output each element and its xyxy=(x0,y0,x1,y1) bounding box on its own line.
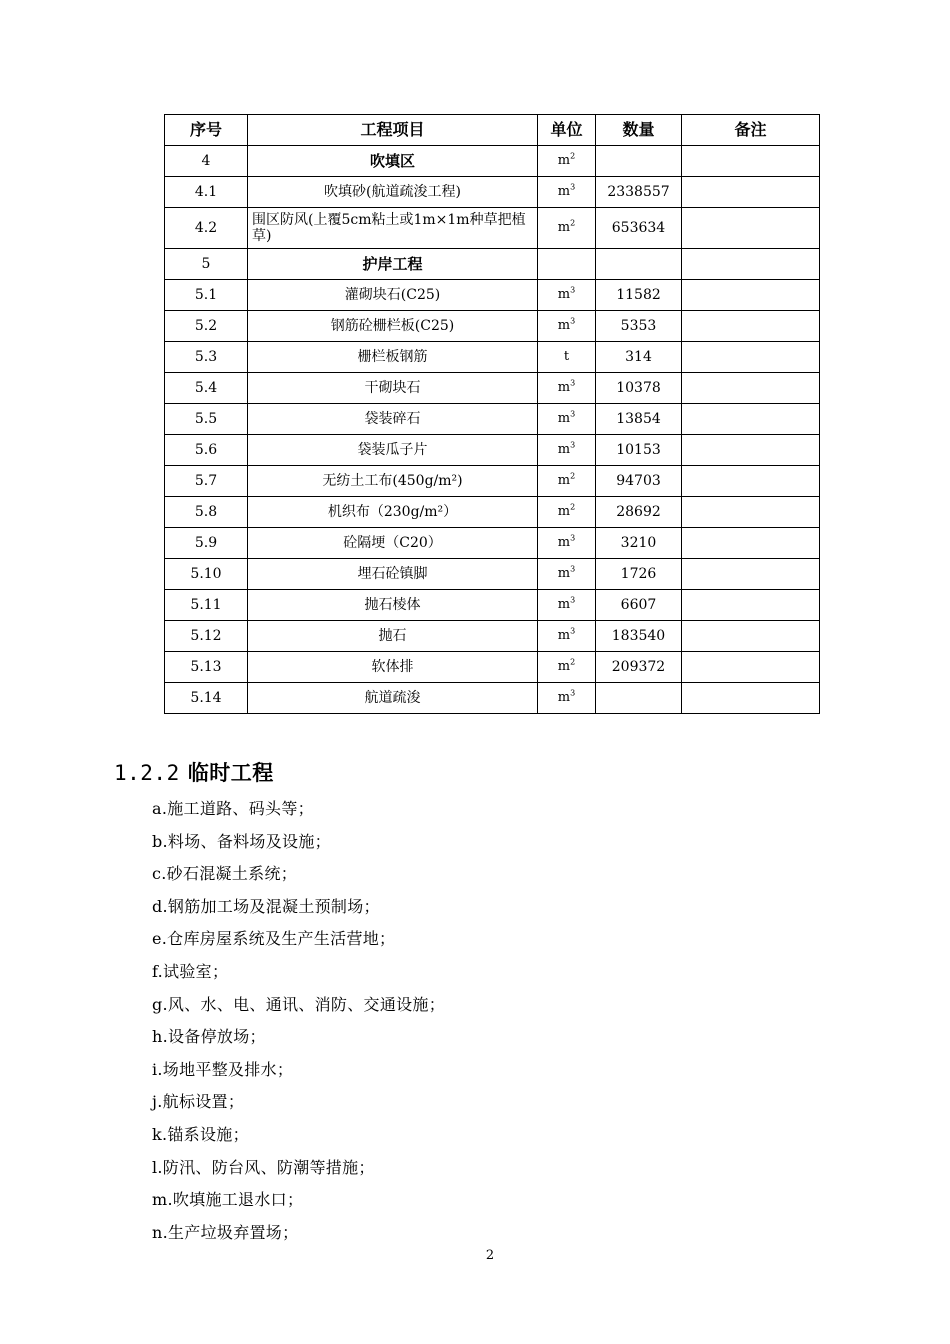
unit-exponent: 2 xyxy=(570,151,576,161)
cell-number: 5.7 xyxy=(165,466,248,497)
cell-item: 吹填砂(航道疏浚工程) xyxy=(248,177,538,208)
cell-note xyxy=(682,497,820,528)
cell-note xyxy=(682,208,820,249)
cell-number: 5.1 xyxy=(165,280,248,311)
cell-number: 5.5 xyxy=(165,404,248,435)
cell-item: 护岸工程 xyxy=(248,249,538,280)
section-heading xyxy=(114,757,274,787)
temporary-works-list xyxy=(152,793,445,1249)
unit-exponent: 3 xyxy=(570,564,576,574)
unit-exponent: 2 xyxy=(570,471,576,481)
cell-note xyxy=(682,311,820,342)
unit-exponent: 3 xyxy=(570,409,576,419)
cell-quantity: 653634 xyxy=(596,208,682,249)
cell-number: 5.4 xyxy=(165,373,248,404)
cell-number: 5.8 xyxy=(165,497,248,528)
cell-note xyxy=(682,342,820,373)
unit-base: m xyxy=(557,380,571,395)
cell-unit xyxy=(538,683,596,714)
cell-item: 抛石 xyxy=(248,621,538,652)
column-header: 序号 xyxy=(165,115,248,146)
table-header-row xyxy=(165,115,820,146)
list-item: j.航标设置； xyxy=(152,1092,245,1112)
unit-exponent: 2 xyxy=(570,502,576,512)
cell-quantity: 5353 xyxy=(596,311,682,342)
unit-base: m xyxy=(557,318,571,333)
cell-item: 抛石棱体 xyxy=(248,590,538,621)
unit-base: m xyxy=(557,153,571,168)
cell-unit xyxy=(538,590,596,621)
cell-quantity: 209372 xyxy=(596,652,682,683)
unit-base: m xyxy=(557,411,571,426)
unit-base: m xyxy=(557,628,571,643)
cell-unit xyxy=(538,528,596,559)
cell-item: 袋装瓜子片 xyxy=(248,435,538,466)
unit-base: m xyxy=(557,442,571,457)
cell-quantity: 28692 xyxy=(596,497,682,528)
cell-quantity: 3210 xyxy=(596,528,682,559)
column-header: 单位 xyxy=(538,115,596,146)
cell-item: 航道疏浚 xyxy=(248,683,538,714)
cell-unit xyxy=(538,311,596,342)
cell-unit xyxy=(538,249,596,280)
cell-quantity: 10153 xyxy=(596,435,682,466)
cell-number: 4.2 xyxy=(165,208,248,249)
table-body xyxy=(165,146,820,714)
cell-unit xyxy=(538,208,596,249)
table-row xyxy=(165,177,820,208)
section-title: 临时工程 xyxy=(187,761,274,785)
cell-note xyxy=(682,590,820,621)
list-item: e.仓库房屋系统及生产生活营地； xyxy=(152,929,396,949)
cell-note xyxy=(682,146,820,177)
cell-quantity: 94703 xyxy=(596,466,682,497)
table-row xyxy=(165,280,820,311)
list-item: b.料场、备料场及设施； xyxy=(152,831,331,851)
cell-number: 5.11 xyxy=(165,590,248,621)
quantity-table xyxy=(164,114,820,714)
cell-unit xyxy=(538,621,596,652)
cell-quantity: 183540 xyxy=(596,621,682,652)
table-row xyxy=(165,311,820,342)
unit-exponent: 3 xyxy=(570,182,576,192)
table-row xyxy=(165,249,820,280)
cell-item: 钢筋砼栅栏板(C25) xyxy=(248,311,538,342)
cell-number: 5 xyxy=(165,249,248,280)
cell-number: 4.1 xyxy=(165,177,248,208)
unit-base: m xyxy=(557,597,571,612)
unit-base: t xyxy=(563,349,570,364)
cell-item: 无纺土工布(450g/m²) xyxy=(248,466,538,497)
cell-unit xyxy=(538,280,596,311)
unit-exponent: 3 xyxy=(570,533,576,543)
table-row xyxy=(165,497,820,528)
cell-unit xyxy=(538,466,596,497)
cell-number: 4 xyxy=(165,146,248,177)
page-number: 2 xyxy=(485,1248,495,1263)
cell-number: 5.6 xyxy=(165,435,248,466)
cell-unit xyxy=(538,559,596,590)
cell-quantity: 6607 xyxy=(596,590,682,621)
cell-note xyxy=(682,559,820,590)
list-item: g.风、水、电、通讯、消防、交通设施； xyxy=(152,994,446,1014)
cell-number: 5.13 xyxy=(165,652,248,683)
cell-unit xyxy=(538,146,596,177)
unit-exponent: 3 xyxy=(570,626,576,636)
cell-quantity xyxy=(596,683,682,714)
list-item: d.钢筋加工场及混凝土预制场； xyxy=(152,896,380,916)
table-row xyxy=(165,528,820,559)
cell-quantity: 2338557 xyxy=(596,177,682,208)
unit-exponent: 3 xyxy=(570,378,576,388)
table-row xyxy=(165,683,820,714)
unit-exponent: 2 xyxy=(570,657,576,667)
cell-note xyxy=(682,373,820,404)
cell-unit xyxy=(538,404,596,435)
unit-exponent: 3 xyxy=(570,595,576,605)
cell-note xyxy=(682,528,820,559)
list-item: m.吹填施工退水口； xyxy=(152,1190,304,1210)
unit-exponent: 3 xyxy=(570,440,576,450)
table-row xyxy=(165,373,820,404)
table-row xyxy=(165,146,820,177)
table-row xyxy=(165,342,820,373)
cell-item: 吹填区 xyxy=(248,146,538,177)
unit-exponent: 2 xyxy=(570,218,576,228)
unit-exponent: 3 xyxy=(570,285,576,295)
table-row xyxy=(165,404,820,435)
cell-number: 5.3 xyxy=(165,342,248,373)
unit-base: m xyxy=(557,473,571,488)
list-item: l.防汛、防台风、防潮等措施； xyxy=(152,1157,375,1177)
cell-note xyxy=(682,683,820,714)
cell-item: 灌砌块石(C25) xyxy=(248,280,538,311)
cell-number: 5.10 xyxy=(165,559,248,590)
unit-base: m xyxy=(557,287,571,302)
cell-note xyxy=(682,404,820,435)
cell-note xyxy=(682,177,820,208)
table-row xyxy=(165,559,820,590)
cell-unit xyxy=(538,435,596,466)
unit-base: m xyxy=(557,535,571,550)
column-header: 数量 xyxy=(596,115,682,146)
unit-exponent: 3 xyxy=(570,316,576,326)
cell-unit xyxy=(538,373,596,404)
cell-quantity xyxy=(596,146,682,177)
cell-quantity: 10378 xyxy=(596,373,682,404)
cell-unit xyxy=(538,652,596,683)
column-header: 工程项目 xyxy=(248,115,538,146)
unit-exponent: 3 xyxy=(570,688,576,698)
unit-base: m xyxy=(557,566,571,581)
unit-base: m xyxy=(557,184,571,199)
list-item: i.场地平整及排水； xyxy=(152,1059,294,1079)
table-row xyxy=(165,208,820,249)
cell-note xyxy=(682,435,820,466)
cell-number: 5.12 xyxy=(165,621,248,652)
cell-number: 5.14 xyxy=(165,683,248,714)
list-item: a.施工道路、码头等； xyxy=(152,799,314,818)
cell-item: 袋装碎石 xyxy=(248,404,538,435)
cell-quantity: 13854 xyxy=(596,404,682,435)
cell-quantity: 314 xyxy=(596,342,682,373)
cell-quantity: 1726 xyxy=(596,559,682,590)
table-row xyxy=(165,435,820,466)
cell-unit xyxy=(538,497,596,528)
table-row xyxy=(165,590,820,621)
cell-item: 机织布（230g/m²） xyxy=(248,497,538,528)
cell-quantity xyxy=(596,249,682,280)
cell-note xyxy=(682,280,820,311)
cell-note xyxy=(682,466,820,497)
cell-note xyxy=(682,249,820,280)
table-row xyxy=(165,466,820,497)
cell-item: 干砌块石 xyxy=(248,373,538,404)
list-item: f.试验室； xyxy=(152,961,229,981)
cell-note xyxy=(682,652,820,683)
table-row xyxy=(165,621,820,652)
unit-base: m xyxy=(557,690,571,705)
unit-base: m xyxy=(557,659,571,674)
list-item: n.生产垃圾弃置场； xyxy=(152,1222,299,1242)
list-item: c.砂石混凝土系统； xyxy=(152,864,298,884)
cell-quantity: 11582 xyxy=(596,280,682,311)
cell-unit xyxy=(538,342,596,373)
cell-item: 软体排 xyxy=(248,652,538,683)
table-row xyxy=(165,652,820,683)
column-header: 备注 xyxy=(682,115,820,146)
section-number: 1.2.2 xyxy=(114,761,180,785)
list-item: k.锚系设施； xyxy=(152,1124,249,1144)
unit-base: m xyxy=(557,504,571,519)
list-item: h.设备停放场； xyxy=(152,1027,266,1047)
cell-item: 砼隔埂（C20） xyxy=(248,528,538,559)
cell-unit xyxy=(538,177,596,208)
cell-note xyxy=(682,621,820,652)
cell-item: 埋石砼镇脚 xyxy=(248,559,538,590)
cell-item: 围区防风(上覆5cm粘土或1m×1m种草把植草) xyxy=(248,208,538,249)
unit-base: m xyxy=(557,220,571,235)
cell-number: 5.9 xyxy=(165,528,248,559)
cell-number: 5.2 xyxy=(165,311,248,342)
cell-item: 栅栏板钢筋 xyxy=(248,342,538,373)
